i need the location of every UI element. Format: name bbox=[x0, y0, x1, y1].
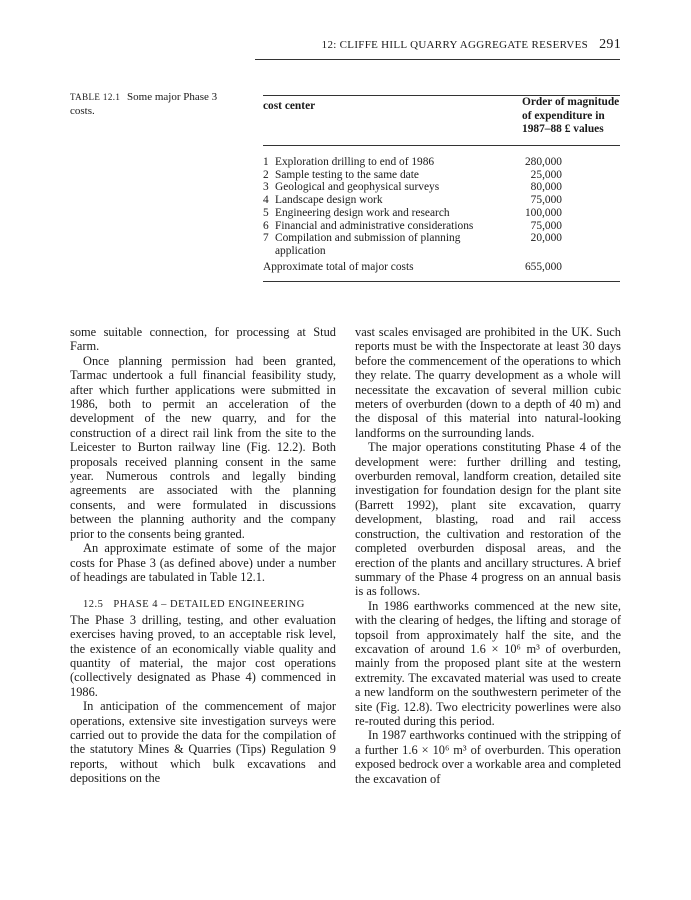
paragraph: An approximate estimate of some of the major costs for Phase 3 (as defined above) under a number of headings are tabulated in Table 12.1. bbox=[70, 541, 336, 584]
table-header-rule bbox=[263, 145, 620, 146]
table-row-value: 75,000 bbox=[530, 194, 562, 207]
table-total-value: 655,000 bbox=[524, 260, 562, 273]
running-head bbox=[322, 37, 621, 53]
paragraph: In anticipation of the commencement of major operations, extensive site investigation surveys were carried out to provide the data for the compilation of the statutory Mines & Quarries (Tips) Regulation 9 reports, without which bulk excavations and depositions on the bbox=[70, 699, 336, 786]
table-row bbox=[263, 169, 620, 182]
table-row-value: 280,000 bbox=[524, 156, 562, 168]
table-row-value: 75,000 bbox=[530, 219, 562, 232]
table-body bbox=[263, 156, 620, 258]
section-title: PHASE 4 – DETAILED ENGINEERING bbox=[113, 599, 305, 611]
table-row-number: 4 bbox=[263, 194, 269, 207]
table-row-number: 5 bbox=[263, 206, 269, 219]
table-row bbox=[263, 194, 620, 207]
paragraph: The major operations constituting Phase 4 of the development were: further drilling and testing, overburden removal, landform creation, detailed site investigation for foundation design for the plant site (Barrett 1992), plant site excavation, quarry development, blasting, road and rail access construction, the cultivation and restoration of the completed overburden disposal areas, and the erection of the plants and ancillary structures. A brief summary of the Phase 4 progress on an annual basis is as follows. bbox=[355, 440, 621, 599]
table-row-value: 100,000 bbox=[524, 206, 562, 219]
table-row-value: 80,000 bbox=[530, 181, 562, 194]
table-row-value: 20,000 bbox=[530, 232, 562, 245]
table-header-row bbox=[263, 96, 620, 141]
table-bottom-rule bbox=[263, 281, 620, 282]
paragraph: In 1987 earthworks continued with the stripping of a further 1.6 × 10⁶ m³ of overburden. This operation exposed bedrock over a workable area and completed the excavation of bbox=[355, 728, 621, 786]
table-total-row bbox=[263, 261, 620, 274]
table-row-label: Exploration drilling to end of 1986 bbox=[275, 156, 435, 168]
running-head-title: 12: CLIFFE HILL QUARRY AGGREGATE RESERVES bbox=[321, 39, 589, 51]
table-caption bbox=[70, 90, 230, 118]
table-row-number: 3 bbox=[263, 181, 269, 194]
table-total-label: Approximate total of major costs bbox=[263, 260, 414, 273]
table-row-value: 25,000 bbox=[530, 168, 562, 181]
table-caption-text: Some major Phase 3 costs. bbox=[70, 91, 218, 117]
section-number: 12.5 bbox=[83, 599, 104, 611]
paragraph: some suitable connection, for processing at Stud Farm. bbox=[70, 325, 336, 354]
header-rule bbox=[255, 59, 620, 60]
paragraph: The Phase 3 drilling, testing, and other evaluation exercises having proved, to an acceptable risk level, the existence of an economically viable quality and quantity of material, the major cost operations (collectively designated as Phase 4) commenced in 1986. bbox=[70, 612, 336, 699]
table-row-label: Compilation and submission of planning application bbox=[275, 232, 461, 257]
table-row-number: 6 bbox=[263, 219, 269, 232]
table-row-label: Financial and administrative considerations bbox=[275, 219, 474, 232]
table-header-expenditure: Order of magnitude of expenditure in 1987–88 £ values bbox=[522, 96, 620, 135]
table-row-label: Geological and geophysical surveys bbox=[275, 181, 440, 194]
table-row bbox=[263, 232, 620, 257]
table-row bbox=[263, 207, 620, 220]
table-row bbox=[263, 156, 620, 169]
table-row-number: 2 bbox=[263, 168, 269, 181]
paragraph: In 1986 earthworks commenced at the new site, with the clearing of hedges, the lifting and storage of topsoil from approximately half the site, and the excavation of around 1.6 × 10⁶ m³ of overburden, mainly from the proposed plant site at the western extremity. The excavated material was used to create a new landform on the southwestern perimeter of the site (Fig. 12.8). Two electricity powerlines were also re-routed during this period. bbox=[355, 598, 621, 728]
table-row-label: Landscape design work bbox=[275, 194, 383, 207]
left-column bbox=[70, 325, 336, 786]
paragraph: Once planning permission had been granted, Tarmac undertook a full financial feasibility study, after which further applications were submitted in 1986, both to permit an acceleration of the development of the new quarry, and for the construction of a direct rail link from the site to the Leicester to Burton railway line (Fig. 12.2). Both proposals received planning consent in the same year. Numerous controls and legally binding agreements are associated with the planning consents, and were formulated in discussions between the planning authority and the company prior to the consents being granted. bbox=[70, 353, 336, 541]
section-heading bbox=[70, 598, 336, 612]
table-row-label: Sample testing to the same date bbox=[275, 168, 419, 181]
table-row-number: 7 bbox=[263, 232, 269, 245]
paragraph: vast scales envisaged are prohibited in the UK. Such reports must be with the Inspectorate at least 30 days before the commencement of the operations to which they relate. The quarry development as a whole will necessitate the excavation of several million cubic meters of overburden (down to a depth of 40 m) and the disposal of this material into natural-looking landforms on the surrounding lands. bbox=[355, 325, 621, 440]
table-label: TABLE 12.1 bbox=[70, 92, 121, 102]
table-row bbox=[263, 181, 620, 194]
cost-table bbox=[263, 95, 620, 282]
right-column bbox=[355, 325, 621, 786]
table-row-label: Engineering design work and research bbox=[275, 206, 450, 219]
table-row-number: 1 bbox=[263, 156, 269, 168]
table-header-cost-center: cost center bbox=[263, 100, 316, 112]
table-row bbox=[263, 220, 620, 233]
page-number: 291 bbox=[599, 37, 621, 52]
